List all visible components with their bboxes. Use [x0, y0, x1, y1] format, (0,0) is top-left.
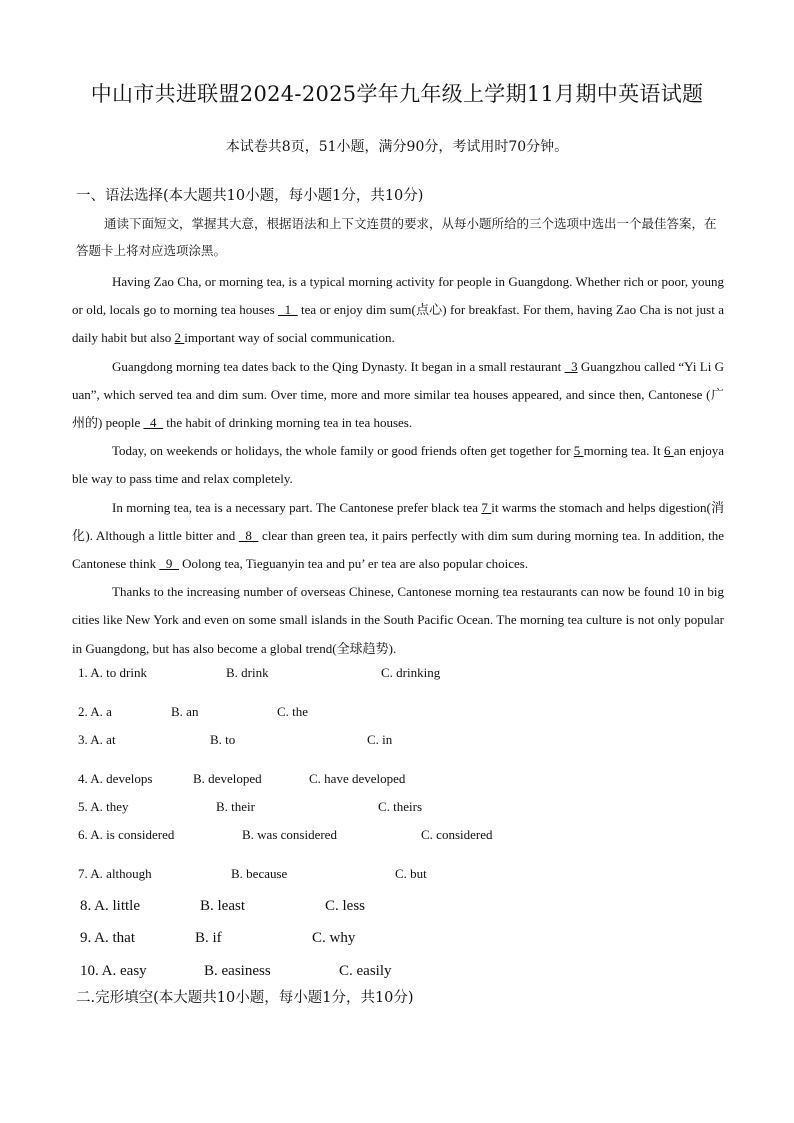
option-a: 5. A. they — [78, 799, 129, 814]
option-c: C. considered — [421, 827, 493, 842]
option-b: B. was considered — [242, 827, 337, 842]
page-title: 中山市共进联盟2024-2025学年九年级上学期11月期中英语试题 — [90, 82, 704, 106]
blank-8: _8_ — [238, 527, 259, 543]
option-c: C. the — [277, 704, 309, 719]
option-b: B. least — [200, 898, 245, 914]
option-c: C. theirs — [378, 799, 423, 814]
option-b: B. an — [171, 704, 199, 719]
blank-3: _3 — [564, 358, 578, 374]
passage-paragraph: Guangdong morning tea dates back to the Qing Dynasty. It began in a small restaurant _3 Guangzhou called “Yi Li Guan”, which served tea and dim sum. Over time, more and more similar tea houses appeared, and since then, Cantonese (广州的) people _4_ the habit of drinking morning tea in tea houses. — [72, 358, 724, 431]
option-a: 2. A. a — [78, 704, 112, 719]
blank-2: 2 — [174, 330, 185, 346]
option-c: C. less — [325, 898, 366, 914]
option-b: B. easiness — [204, 963, 271, 979]
passage-paragraph: Thanks to the increasing number of overseas Chinese, Cantonese morning tea restaurants can now be found 10 in big cities like New York and even on some small islands in the South Pacific Ocean. The morning tea culture is not only popular in Guangdong, but has also become a global trend(全球趋势). — [72, 584, 724, 656]
option-b: B. drink — [226, 665, 269, 680]
passage-paragraph: Having Zao Cha, or morning tea, is a typical morning activity for people in Guangdong. Whether rich or poor, young or old, locals go to morning tea houses _1_ tea or enjoy dim sum(点心) for breakfast. For them, having Zao Cha is not just a daily habit but also 2 important way of social communication. — [72, 274, 724, 346]
option-b: B. to — [210, 732, 236, 747]
option-b: B. because — [231, 866, 288, 881]
section-heading-grammar: 一、语法选择(本大题共10小题，每小题1分，共10分) — [76, 188, 424, 204]
option-c: C. but — [395, 866, 427, 881]
exam-info: 本试卷共8页，51小题，满分90分，考试用时70分钟。 — [225, 139, 569, 155]
option-a: 3. A. at — [78, 732, 116, 747]
option-c: C. in — [367, 732, 393, 747]
blank-5: 5 — [573, 443, 584, 459]
option-c: C. easily — [339, 963, 392, 979]
option-b: B. developed — [193, 771, 262, 786]
option-b: B. their — [216, 799, 255, 814]
blank-6: 6 — [663, 443, 674, 459]
option-a: 8. A. little — [80, 898, 140, 914]
option-a: 7. A. although — [78, 866, 152, 881]
blank-9: _9_ — [159, 556, 179, 572]
option-a: 6. A. is considered — [78, 827, 175, 842]
passage-paragraph: In morning tea, tea is a necessary part. The Cantonese prefer black tea 7 it warms the stomach and helps digestion(消化). Although a little bitter and _8_ clear than green tea, it pairs perfectly with dim sum during morning tea. In addition, the Cantonese think _9_ Oolong tea, Tieguanyin tea and pu’ er tea are also popular choices. — [72, 499, 725, 572]
option-c: C. drinking — [381, 665, 441, 680]
blank-7: 7 — [481, 499, 492, 515]
passage-paragraph: Today, on weekends or holidays, the whole family or good friends often get together for 5 morning tea. It 6 an enjoyable way to pass time and relax completely. — [72, 443, 725, 487]
option-b: B. if — [195, 930, 222, 946]
option-c: C. have developed — [309, 771, 406, 786]
section-heading-cloze: 二.完形填空(本大题共10小题，每小题1分，共10分) — [76, 990, 414, 1006]
option-a: 9. A. that — [80, 930, 135, 946]
option-c: C. why — [312, 930, 356, 946]
section-instructions: 通读下面短文，掌握其大意，根据语法和上下文连贯的要求，从每小题所给的三个选项中选出一个最佳答案，在答题卡上将对应选项涂黑。 — [76, 216, 717, 258]
option-a: 10. A. easy — [80, 963, 147, 979]
blank-1: _1_ — [278, 302, 298, 318]
blank-4: _4_ — [143, 415, 163, 431]
option-a: 4. A. develops — [78, 771, 153, 786]
option-a: 1. A. to drink — [78, 665, 147, 680]
